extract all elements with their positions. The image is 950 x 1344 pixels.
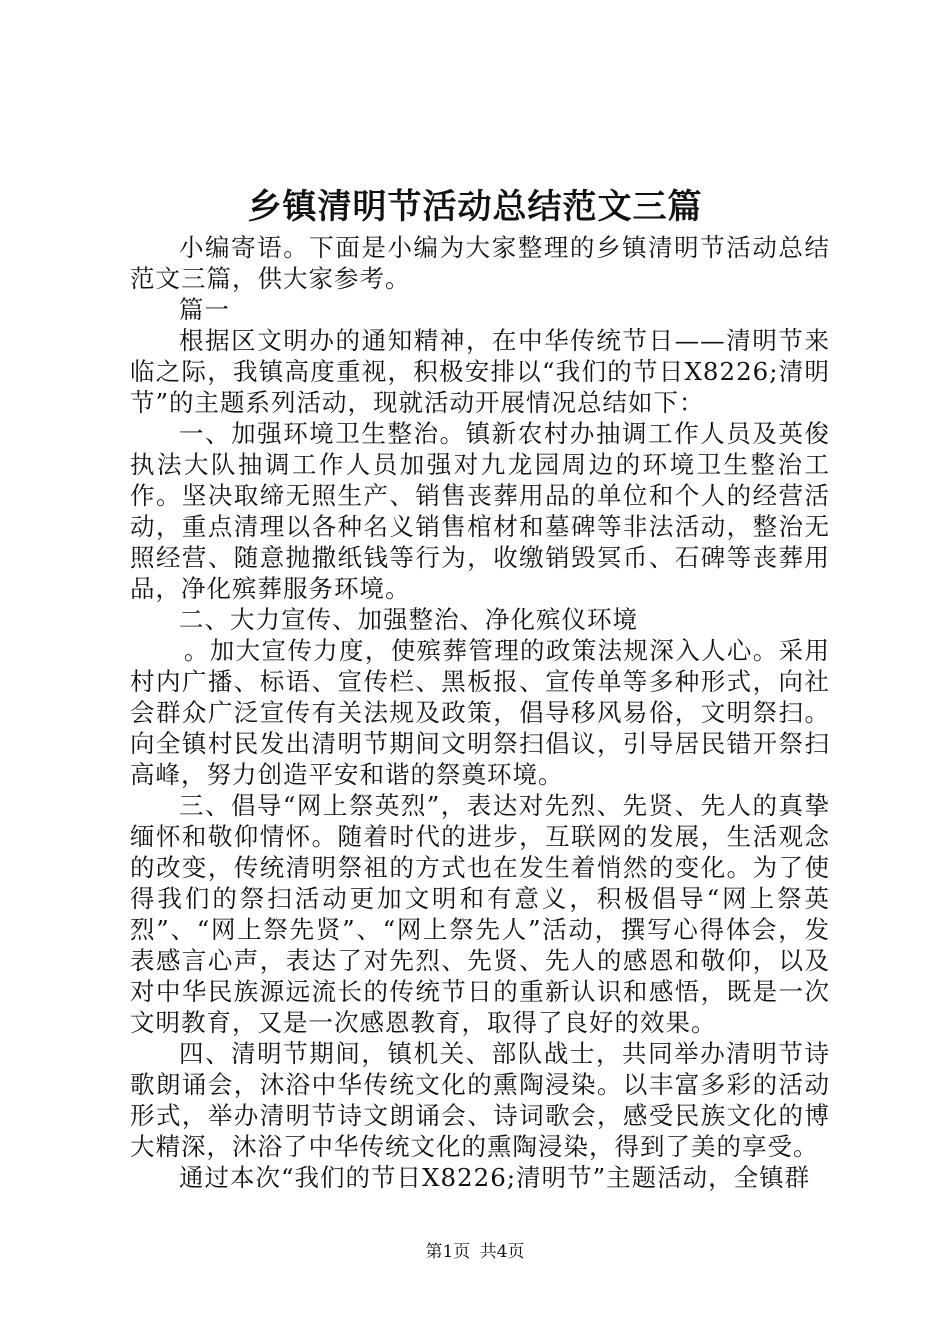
paragraph-item-one: 一、加强环境卫生整治。镇新农村办抽调工作人员及英俊执法大队抽调工作人员加强对九龙园周边的环境卫生整治工作。坚决取缔无照生产、销售丧葬用品的单位和个人的经营活动，重点清理以各种名义销售棺材和墓碑等非法活动，整治无照经营、随意抛撒纸钱等行为，收缴销毁冥币、石碑等丧葬用品，净化殡葬服务环境。 [130, 419, 830, 603]
paragraph-intro: 小编寄语。下面是小编为大家整理的乡镇清明节活动总结范文三篇，供大家参考。 [130, 233, 830, 293]
paragraph-item-two-body: 。加大宣传力度，使殡葬管理的政策法规深入人心。采用村内广播、标语、宣传栏、黑板报、宣传单等多种形式，向社会群众广泛宣传有关法规及政策，倡导移风易俗，文明祭扫。向全镇村民发出清明节期间文明祭扫倡议，引导居民错开祭扫高峰，努力创造平安和谐的祭奠环境。 [130, 636, 830, 789]
document-body [130, 232, 830, 1193]
paragraph-conclusion: 通过本次“我们的节日X8226;清明节”主题活动，全镇群 [179, 1163, 811, 1192]
page-number: 第1页 [425, 1242, 471, 1262]
page-footer [0, 1240, 950, 1264]
paragraph-item-three: 三、倡导“网上祭英烈”，表达对先烈、先贤、先人的真挚缅怀和敬仰情怀。随着时代的进步，互联网的发展，生活观念的改变，传统清明祭祖的方式也在发生着悄然的变化。为了使得我们的祭扫活动更加文明和有意义，积极倡导“网上祭英烈”、“网上祭先贤”、“网上祭先人”活动，撰写心得体会，发表感言心声，表达了对先烈、先贤、先人的感恩和敬仰，以及对中华民族源远流长的传统节日的重新认识和感悟，既是一次文明教育，又是一次感恩教育，取得了良好的效果。 [130, 791, 830, 1037]
document-title: 乡镇清明节活动总结范文三篇 [247, 187, 703, 227]
page-total: 共4页 [479, 1242, 525, 1262]
paragraph-overview: 根据区文明办的通知精神，在中华传统节日——清明节来临之际，我镇高度重视，积极安排以“我们的节日X8226;清明节”的主题系列活动，现就活动开展情况总结如下： [130, 326, 830, 417]
paragraph-item-two-heading: 二、大力宣传、加强整治、净化殡仪环境 [179, 605, 638, 634]
section-heading-part-one: 篇一 [179, 295, 230, 324]
paragraph-item-four: 四、清明节期间，镇机关、部队战士，共同举办清明节诗歌朗诵会，沐浴中华传统文化的熏陶浸染。以丰富多彩的活动形式，举办清明节诗文朗诵会、诗词歌会，感受民族文化的博大精深，沐浴了中华传统文化的熏陶浸染，得到了美的享受。 [130, 1039, 830, 1161]
